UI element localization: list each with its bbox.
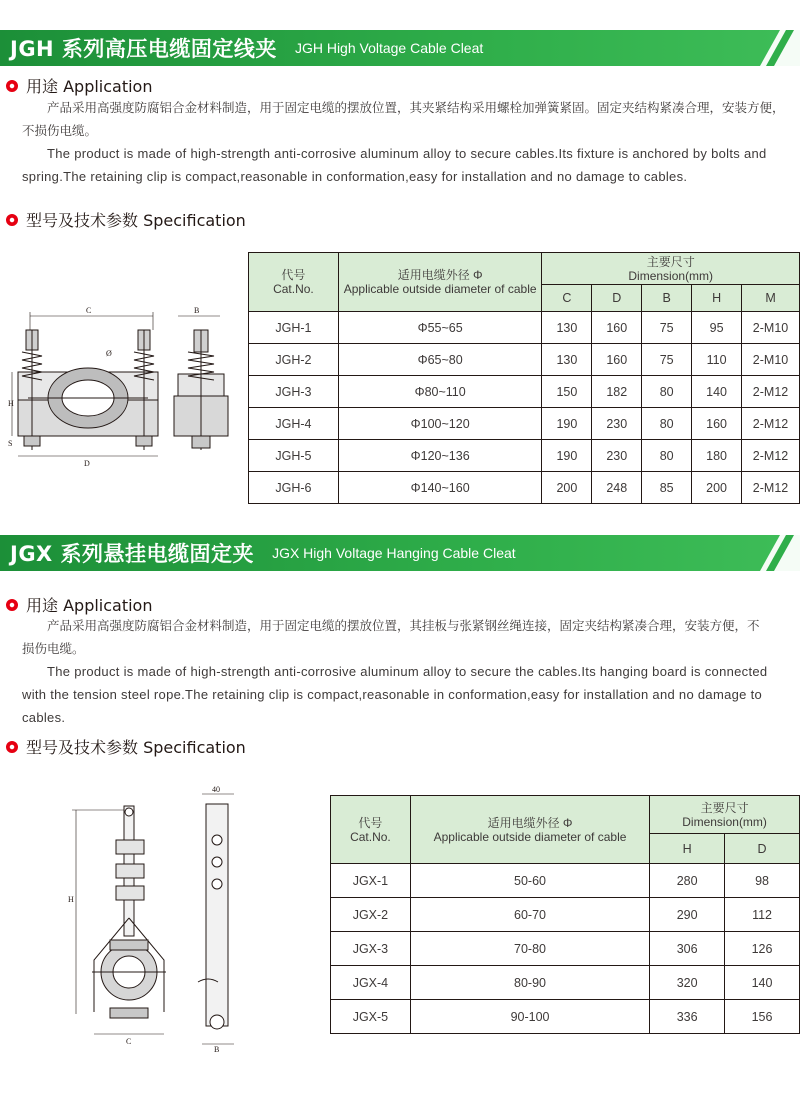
cell-c: 130 — [542, 312, 592, 344]
cell-b: 80 — [642, 408, 692, 440]
cell-c: 130 — [542, 344, 592, 376]
cell-d: 160 — [592, 344, 642, 376]
jgx-dim-h-label: H — [68, 895, 74, 904]
cell-dia: Φ100~120 — [338, 408, 542, 440]
bullet-icon — [6, 214, 18, 226]
cell-h: 110 — [692, 344, 742, 376]
jgh-col-h: H — [692, 285, 742, 312]
cell-m: 2-M10 — [742, 344, 800, 376]
cell-c: 190 — [542, 408, 592, 440]
cell-cat: JGX-2 — [331, 898, 411, 932]
cell-cat: JGH-3 — [249, 376, 339, 408]
cell-h: 336 — [650, 1000, 725, 1034]
jgh-banner-subtitle: JGH High Voltage Cable Cleat — [294, 40, 484, 56]
jgx-spec-table — [330, 795, 800, 1034]
jgh-app-en-line2: spring.The retaining clip is compact,reasonable in conformation,easy for installation and no damage to cables. — [22, 169, 688, 184]
cell-dia: 70-80 — [410, 932, 649, 966]
table-row — [331, 932, 800, 966]
table-row — [331, 864, 800, 898]
jgh-application-en — [22, 142, 800, 165]
cell-d: 112 — [725, 898, 800, 932]
jgh-dim-c-label: C — [86, 306, 92, 315]
cell-dia: 60-70 — [410, 898, 649, 932]
cell-b: 80 — [642, 440, 692, 472]
cell-dia: 90-100 — [410, 1000, 649, 1034]
jgh-application-heading — [6, 74, 153, 97]
jgx-dim-cn: 主要尺寸 — [700, 800, 749, 815]
jgh-col-cat — [249, 253, 339, 312]
jgx-application-en — [22, 660, 800, 683]
jgx-dim-b-label: B — [214, 1045, 220, 1052]
jgx-col-diameter — [410, 796, 649, 864]
bullet-icon — [6, 741, 18, 753]
jgh-spec-heading — [6, 208, 246, 231]
table-row — [249, 408, 800, 440]
cell-cat: JGH-6 — [249, 472, 339, 504]
jgx-application-cn — [22, 614, 800, 637]
table-row — [331, 898, 800, 932]
jgx-col-h: H — [650, 834, 725, 864]
jgh-app-en-line1: The product is made of high-strength anti-corrosive aluminum alloy to secure cables.Its fixture is anchored by bolts and — [47, 146, 767, 161]
cell-cat: JGX-4 — [331, 966, 411, 1000]
jgx-col-d: D — [725, 834, 800, 864]
cell-cat: JGX-1 — [331, 864, 411, 898]
cell-h: 280 — [650, 864, 725, 898]
cell-d: 248 — [592, 472, 642, 504]
cell-d: 230 — [592, 408, 642, 440]
jgx-spec-heading-text: 型号及技术参数 Specification — [26, 738, 246, 757]
cell-dia: Φ140~160 — [338, 472, 542, 504]
cell-h: 306 — [650, 932, 725, 966]
jgh-col-dimension — [542, 253, 800, 285]
jgh-dim-d-label: D — [84, 459, 90, 468]
jgh-application-en-2 — [22, 165, 800, 188]
cell-d: 182 — [592, 376, 642, 408]
jgx-app-cn-line2: 损伤电缆。 — [22, 641, 85, 656]
jgh-technical-drawing — [8, 300, 240, 480]
table-row — [249, 344, 800, 376]
jgh-dim-b-label: B — [194, 306, 200, 315]
jgh-col-diameter — [338, 253, 542, 312]
banner-decoration — [660, 30, 800, 66]
cell-dia: Φ80~110 — [338, 376, 542, 408]
cell-d: 156 — [725, 1000, 800, 1034]
cell-h: 290 — [650, 898, 725, 932]
jgh-banner — [0, 30, 800, 66]
cell-m: 2-M12 — [742, 472, 800, 504]
cell-d: 126 — [725, 932, 800, 966]
jgx-application-heading — [6, 593, 153, 616]
jgx-banner — [0, 535, 800, 571]
jgx-app-en-line3: cables. — [22, 710, 66, 725]
cell-cat: JGX-3 — [331, 932, 411, 966]
jgx-banner-subtitle: JGX High Voltage Hanging Cable Cleat — [272, 545, 516, 561]
jgx-dim-en: Dimension(mm) — [682, 814, 767, 829]
cell-d: 98 — [725, 864, 800, 898]
jgh-col-m: M — [742, 285, 800, 312]
jgh-cat-cn: 代号 — [281, 268, 306, 282]
jgx-app-en-line1: The product is made of high-strength anti-corrosive aluminum alloy to secure the cables.Its hanging board is connected — [47, 664, 768, 679]
jgh-application-cn — [22, 96, 800, 119]
cell-d: 140 — [725, 966, 800, 1000]
cell-dia: 50-60 — [410, 864, 649, 898]
table-row — [249, 440, 800, 472]
cell-h: 140 — [692, 376, 742, 408]
jgx-col-cat — [331, 796, 411, 864]
banner-decoration — [660, 535, 800, 571]
jgx-col-dimension — [650, 796, 800, 834]
cell-dia: Φ55~65 — [338, 312, 542, 344]
table-row — [249, 312, 800, 344]
cell-m: 2-M12 — [742, 440, 800, 472]
jgx-application-cn-2 — [22, 637, 800, 660]
cell-b: 80 — [642, 376, 692, 408]
bullet-icon — [6, 599, 18, 611]
cell-h: 160 — [692, 408, 742, 440]
jgx-dim-c-label: C — [126, 1037, 132, 1046]
jgh-cat-en: Cat.No. — [273, 282, 314, 296]
cell-b: 75 — [642, 312, 692, 344]
cell-h: 95 — [692, 312, 742, 344]
jgx-cat-en: Cat.No. — [350, 829, 391, 844]
jgh-dia-en: Applicable outside diameter of cable — [343, 282, 537, 296]
table-row — [249, 376, 800, 408]
bullet-icon — [6, 80, 18, 92]
cell-c: 150 — [542, 376, 592, 408]
cell-h: 200 — [692, 472, 742, 504]
jgx-dia-en: Applicable outside diameter of cable — [433, 829, 627, 844]
jgh-app-cn-line2: 不损伤电缆。 — [22, 123, 98, 138]
cell-h: 180 — [692, 440, 742, 472]
table-row — [331, 1000, 800, 1034]
cell-b: 85 — [642, 472, 692, 504]
jgh-dim-cn: 主要尺寸 — [646, 254, 695, 269]
jgh-spec-heading-text: 型号及技术参数 Specification — [26, 211, 246, 230]
jgh-application-cn-2 — [22, 119, 800, 142]
cell-c: 190 — [542, 440, 592, 472]
jgh-col-c: C — [542, 285, 592, 312]
jgx-application-heading-text: 用途 Application — [26, 596, 153, 615]
jgx-technical-drawing — [66, 782, 256, 1052]
jgx-app-en-line2: with the tension steel rope.The retaining clip is compact,reasonable in conformation,easy for installation and no damage to — [22, 687, 763, 702]
table-row — [331, 966, 800, 1000]
cell-m: 2-M10 — [742, 312, 800, 344]
jgh-dim-en: Dimension(mm) — [628, 268, 714, 283]
jgh-app-cn-line1: 产品采用高强度防腐铝合金材料制造，用于固定电缆的摆放位置，其夹紧结构采用螺栓加弹簧紧固。固定夹结构紧凑合理，安装方便， — [47, 100, 785, 115]
cell-cat: JGH-5 — [249, 440, 339, 472]
cell-d: 160 — [592, 312, 642, 344]
cell-cat: JGX-5 — [331, 1000, 411, 1034]
jgh-dia-cn: 适用电缆外径 Φ — [397, 268, 483, 282]
jgx-application-en-2 — [22, 683, 800, 706]
jgh-col-d: D — [592, 285, 642, 312]
jgx-spec-heading — [6, 735, 246, 758]
cell-cat: JGH-1 — [249, 312, 339, 344]
cell-cat: JGH-4 — [249, 408, 339, 440]
jgh-dim-phi-label: Ø — [106, 349, 112, 358]
cell-h: 320 — [650, 966, 725, 1000]
jgh-dim-s-label: S — [8, 439, 13, 448]
jgh-application-heading-text: 用途 Application — [26, 77, 153, 96]
cell-dia: Φ65~80 — [338, 344, 542, 376]
jgx-app-cn-line1: 产品采用高强度防腐铝合金材料制造，用于固定电缆的摆放位置，其挂板与张紧钢丝绳连接，固定夹结构紧凑合理，安装方便，不 — [47, 618, 760, 633]
cell-c: 200 — [542, 472, 592, 504]
jgx-banner-title: JGX 系列悬挂电缆固定夹 — [10, 542, 255, 566]
cell-d: 230 — [592, 440, 642, 472]
cell-dia: 80-90 — [410, 966, 649, 1000]
jgx-application-en-3 — [22, 706, 800, 729]
jgx-dim-40-label: 40 — [212, 785, 220, 794]
jgx-cat-cn: 代号 — [358, 815, 383, 830]
jgh-banner-title: JGH 系列高压电缆固定线夹 — [10, 37, 277, 61]
cell-cat: JGH-2 — [249, 344, 339, 376]
jgh-dim-h-label: H — [8, 399, 14, 408]
jgx-dia-cn: 适用电缆外径 Φ — [487, 815, 573, 830]
cell-m: 2-M12 — [742, 376, 800, 408]
cell-dia: Φ120~136 — [338, 440, 542, 472]
cell-b: 75 — [642, 344, 692, 376]
table-row — [249, 472, 800, 504]
cell-m: 2-M12 — [742, 408, 800, 440]
jgh-col-b: B — [642, 285, 692, 312]
jgh-spec-table — [248, 252, 800, 504]
